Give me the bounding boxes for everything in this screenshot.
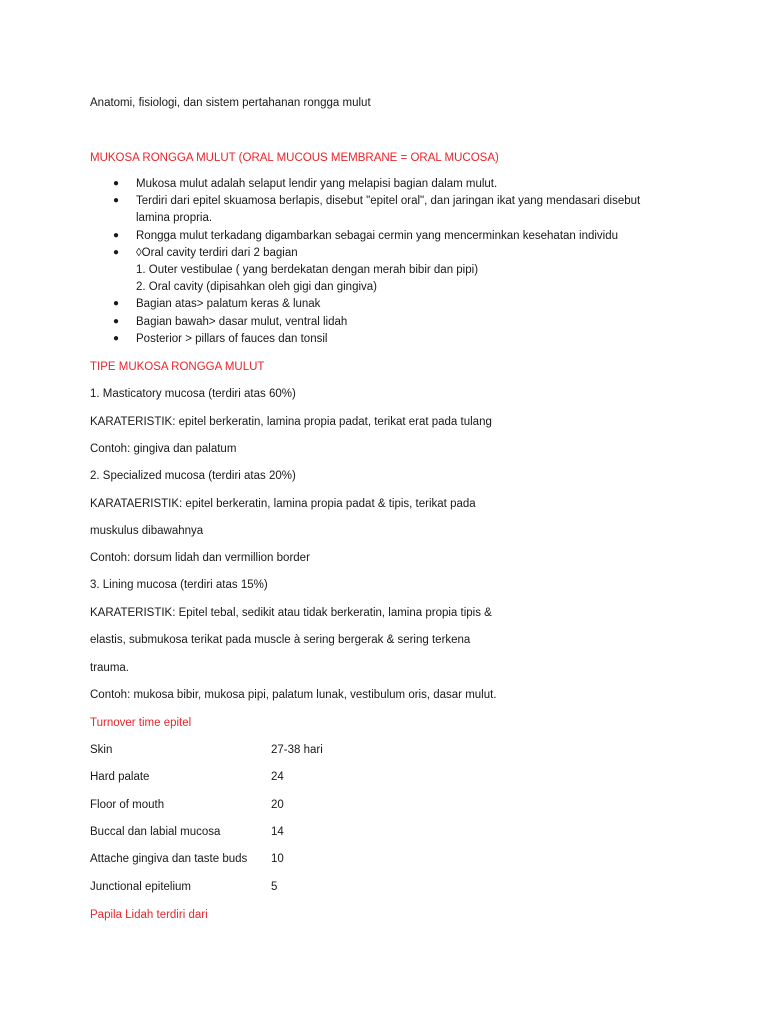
turnover-row-label: Skin	[90, 744, 113, 756]
turnover-row-label: Attache gingiva dan taste buds	[90, 853, 248, 865]
bullet-item: Rongga mulut terkadang digambarkan sebagai cermin yang mencerminkan kesehatan individu	[136, 230, 619, 242]
paragraph-line: KARATERISTIK: epitel berkeratin, lamina propia padat, terikat erat pada tulang	[90, 416, 492, 428]
bullet-dot: ●	[113, 178, 120, 189]
bullet-dot: ●	[113, 230, 120, 241]
bullet-item-continuation: 1. Outer vestibulae ( yang berdekatan dengan merah bibir dan pipi)	[136, 264, 479, 276]
section-heading-papila: Papila Lidah terdiri dari	[90, 909, 208, 921]
bullet-dot: ●	[113, 247, 120, 258]
section-heading-tipe-mukosa: TIPE MUKOSA RONGGA MULUT	[90, 361, 265, 373]
turnover-row-label: Junctional epitelium	[90, 881, 192, 893]
section-heading-mukosa: MUKOSA RONGGA MULUT (ORAL MUCOUS MEMBRANE = ORAL MUCOSA)	[90, 152, 499, 164]
turnover-row-label: Hard palate	[90, 771, 150, 783]
bullet-dot: ●	[113, 333, 120, 344]
bullet-dot: ●	[113, 298, 120, 309]
document-title: Anatomi, fisiologi, dan sistem pertahanan rongga mulut	[90, 97, 371, 109]
bullet-dot: ●	[113, 195, 120, 206]
turnover-row-value: 14	[271, 826, 284, 838]
section-heading-turnover: Turnover time epitel	[90, 717, 192, 729]
paragraph-line: KARATAERISTIK: epitel berkeratin, lamina propia padat & tipis, terikat pada	[90, 498, 476, 510]
bullet-item: Posterior > pillars of fauces dan tonsil	[136, 333, 328, 345]
paragraph-line: muskulus dibawahnya	[90, 525, 204, 537]
bullet-item-continuation: 2. Oral cavity (dipisahkan oleh gigi dan gingiva)	[136, 281, 377, 293]
paragraph-line: Contoh: dorsum lidah dan vermillion border	[90, 552, 310, 564]
paragraph-line: Contoh: gingiva dan palatum	[90, 443, 237, 455]
paragraph-line: 2. Specialized mucosa (terdiri atas 20%)	[90, 470, 296, 482]
bullet-item: Bagian bawah> dasar mulut, ventral lidah	[136, 316, 348, 328]
bullet-item: Mukosa mulut adalah selaput lendir yang melapisi bagian dalam mulut.	[136, 178, 498, 190]
bullet-dot: ●	[113, 316, 120, 327]
turnover-row-value: 27-38 hari	[271, 744, 323, 756]
turnover-row-value: 5	[271, 881, 278, 893]
paragraph-line: Contoh: mukosa bibir, mukosa pipi, palatum lunak, vestibulum oris, dasar mulut.	[90, 689, 497, 701]
bullet-item: Terdiri dari epitel skuamosa berlapis, disebut "epitel oral", dan jaringan ikat yang mendasari disebut	[136, 195, 641, 207]
turnover-row-value: 10	[271, 853, 284, 865]
bullet-item: ◊Oral cavity terdiri dari 2 bagian	[136, 247, 298, 259]
paragraph-line: KARATERISTIK: Epitel tebal, sedikit atau tidak berkeratin, lamina propia tipis &	[90, 607, 492, 619]
paragraph-line: elastis, submukosa terikat pada muscle à sering bergerak & sering terkena	[90, 634, 471, 646]
paragraph-line: 3. Lining mucosa (terdiri atas 15%)	[90, 579, 268, 591]
paragraph-line: 1. Masticatory mucosa (terdiri atas 60%)	[90, 388, 296, 400]
bullet-item: Bagian atas> palatum keras & lunak	[136, 298, 321, 310]
turnover-row-label: Buccal dan labial mucosa	[90, 826, 221, 838]
bullet-item-continuation: lamina propria.	[136, 212, 213, 224]
turnover-row-value: 24	[271, 771, 284, 783]
paragraph-line: trauma.	[90, 662, 129, 674]
turnover-row-label: Floor of mouth	[90, 799, 165, 811]
turnover-row-value: 20	[271, 799, 284, 811]
